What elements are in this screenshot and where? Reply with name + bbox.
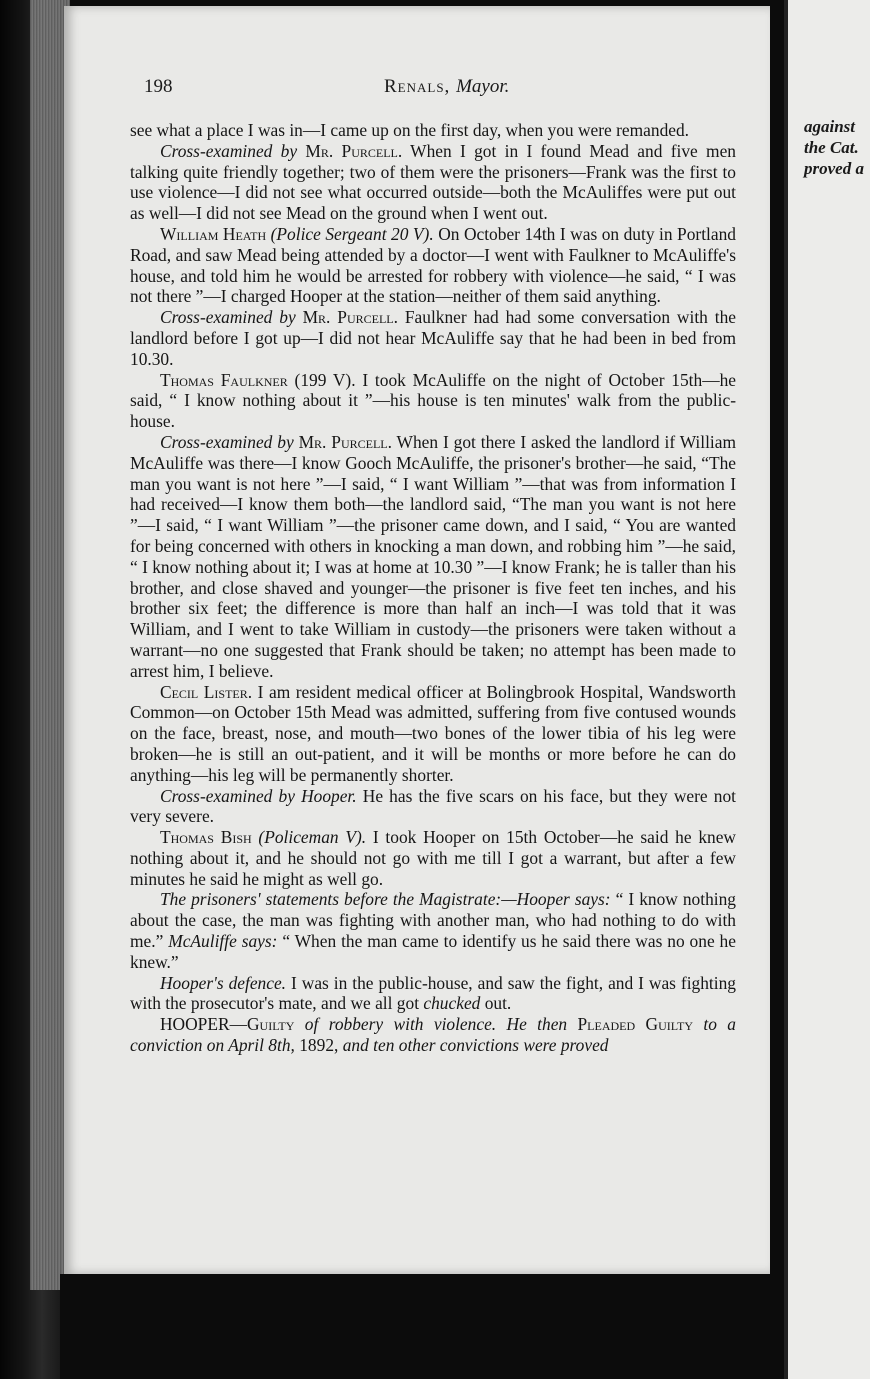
running-head xyxy=(384,76,509,98)
statement-label: The prisoners' statements before the Magistrate:—Hooper says: xyxy=(160,889,611,910)
paragraph-text: “ I know nothing about the case, the man was fighting with another man, who had nothing to do with me.” xyxy=(130,889,737,952)
witness-role: (199 V). xyxy=(294,369,356,390)
paragraph-text: out. xyxy=(480,993,512,1014)
paragraph xyxy=(130,827,736,889)
witness-role: (Policeman V). xyxy=(258,827,367,848)
verdict-text: and ten other convictions were proved xyxy=(338,1035,609,1056)
statement-label: McAuliffe says: xyxy=(168,931,278,952)
scan-background xyxy=(60,1274,784,1379)
paragraph-text: I took Hooper on 15th October—he said he knew nothing about it, and he should not go with me till I got a warrant, but after a few minutes he said he might as well go. xyxy=(130,827,736,889)
paragraph xyxy=(130,432,736,682)
paragraph-text: “ When the man came to identify us he said there was no one he knew.” xyxy=(130,931,736,972)
cross-exam-label: Cross-examined by xyxy=(160,307,296,328)
paragraph-text: Faulkner had had some conversation with the landlord before I got up—I did not hear McAuliffe say that he had been in bed from 10.30. xyxy=(130,307,736,369)
right-page xyxy=(784,0,870,1379)
witness-role: (Police Sergeant 20 V). xyxy=(270,223,434,244)
page-body xyxy=(130,120,736,1056)
page-number: 198 xyxy=(144,76,173,97)
verdict: Guilty xyxy=(246,1014,295,1035)
paragraph xyxy=(130,370,736,432)
italic-word: chucked xyxy=(423,993,481,1014)
witness-name: Thomas Faulkner xyxy=(160,369,288,390)
plea: Pleaded Guilty xyxy=(577,1014,694,1035)
paragraph-text: I am resident medical officer at Bolingbrook Hospital, Wandsworth Common—on October 15th Mead was admitted, suffering from five contused wounds on the face, breast, nose, and mouth—two bones of the lower tibia of his leg were broken—he is still an out-patient, and it will be months or more before he can do anything—his leg will be permanently shorter. xyxy=(130,681,736,785)
paragraph xyxy=(130,1014,736,1056)
verdict-text: to a conviction on April 8th, xyxy=(130,1014,737,1056)
paragraph-text: I took McAuliffe on the night of October 15th—he said, “ I know nothing about it ”—his house is ten minutes' walk from the public-house. xyxy=(130,369,736,432)
paragraph-text: When I got in I found Mead and five men talking quite friendly together; two of them were the prisoners—Frank was the first to use violence—I did not see what occurred outside—both the McAuliffes were put out as well—I did not see Mead on the ground when I went out. xyxy=(130,140,736,224)
paragraph-text: He has the five scars on his face, but they were not very severe. xyxy=(130,785,736,827)
page-gutter xyxy=(784,0,788,1379)
paragraph xyxy=(130,120,736,141)
cross-exam-label: Cross-examined by xyxy=(160,431,294,452)
running-header xyxy=(144,76,750,102)
paragraph xyxy=(130,141,736,224)
paragraph xyxy=(130,786,736,828)
counsel-name: Mr. Purcell. xyxy=(305,140,403,161)
margin-note-line: against xyxy=(804,117,856,136)
paragraph-text: see what a place I was in—I came up on the first day, when you were remanded. xyxy=(130,120,690,140)
verdict-text: of robbery with violence. He then xyxy=(294,1014,578,1035)
year: 1892, xyxy=(299,1035,339,1056)
paragraph-text: When I got there I asked the landlord if William McAuliffe was there—I know Gooch McAuliffe, the prisoner's brother—he said, “The man you want is not here ”—I said, “ I want William ”—that was from information I had received—I know them both—the landlord said, “The man you want is not here ”—I said, “ I want William ”—the prisoner came down, and I said, “ You are wanted for being concerned with others in knocking a man down, and robbing him ”—he said, “ I know nothing about it; I was at home at 10.30 ”—I know Frank; he is taller than his brother, and close shaved and younger—the prisoner is five feet ten inches, and his brother six feet; the difference is more than half an inch—I was told that it was William, and I went to take William in custody—the prisoners were taken without a warrant—no one suggested that Frank should be taken; no attempt has been made to arrest him, I believe. xyxy=(130,431,736,681)
paragraph-text: I was in the public-house, and saw the fight, and I was fighting with the prosecutor's mate, and we all got xyxy=(130,972,736,1014)
paragraph xyxy=(130,307,736,369)
margin-note xyxy=(804,116,864,179)
running-head-name: Renals, xyxy=(384,76,451,97)
paragraph xyxy=(130,224,736,307)
witness-name: Thomas Bish xyxy=(160,827,252,848)
paragraph xyxy=(130,682,736,786)
witness-name: Cecil Lister. xyxy=(160,681,253,702)
paragraph xyxy=(130,973,736,1015)
margin-note-line: proved a xyxy=(804,159,864,178)
paragraph xyxy=(130,889,736,972)
counsel-name: Mr. Purcell. xyxy=(298,431,392,452)
dash: — xyxy=(229,1014,247,1035)
witness-name: William Heath xyxy=(160,223,267,244)
counsel-name: Mr. Purcell. xyxy=(302,307,398,328)
running-head-title: Mayor. xyxy=(456,76,510,97)
cross-exam-label: Cross-examined by xyxy=(160,140,298,161)
paragraph-text: On October 14th I was on duty in Portland Road, and saw Mead being attended by a doctor—I went with Faulkner to McAuliffe's house, and told him he would be arrested for robbery with violence—he said, “ I was not there ”—I charged Hooper at the station—neither of them said anything. xyxy=(130,223,736,307)
margin-note-line: the Cat. xyxy=(804,138,859,157)
defendant-name: HOOPER xyxy=(160,1014,230,1035)
defence-label: Hooper's defence. xyxy=(160,972,287,993)
cross-exam-label: Cross-examined by Hooper. xyxy=(160,785,357,806)
